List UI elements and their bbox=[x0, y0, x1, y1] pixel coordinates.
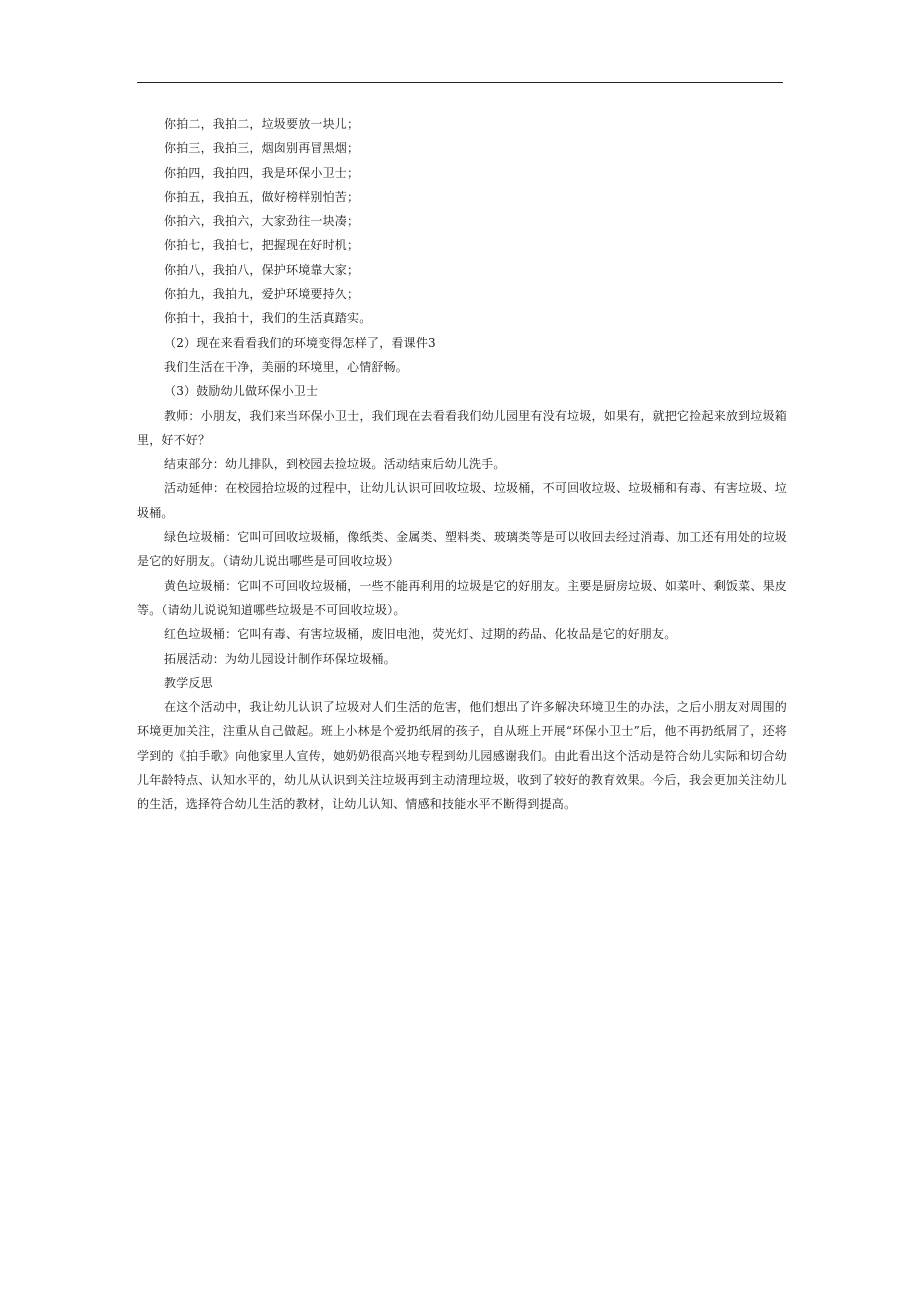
paragraph: 你拍二，我拍二，垃圾要放一块儿； bbox=[164, 117, 360, 131]
document-body bbox=[137, 112, 787, 817]
paragraph: 你拍四，我拍四，我是环保小卫士； bbox=[164, 165, 360, 180]
paragraph: 我们生活在干净，美丽的环境里，心情舒畅。 bbox=[164, 359, 409, 374]
header-rule bbox=[137, 82, 783, 83]
paragraph: 你拍三，我拍三，烟囱别再冒黑烟； bbox=[164, 141, 360, 156]
paragraph: 拓展活动：为幼儿园设计制作环保垃圾桶。 bbox=[164, 651, 396, 666]
paragraph: 你拍十，我拍十，我们的生活真踏实。 bbox=[164, 311, 372, 326]
paragraph: 你拍五，我拍五，做好榜样别怕苦； bbox=[164, 189, 360, 204]
paragraph: 你拍七，我拍七，把握现在好时机； bbox=[164, 238, 360, 253]
paragraph: 红色垃圾桶：它叫有毒、有害垃圾桶，废旧电池，荧光灯、过期的药品、化妆品是它的好朋友。 bbox=[164, 627, 677, 642]
paragraph: 你拍八，我拍八，保护环境靠大家； bbox=[164, 262, 360, 277]
paragraph: 绿色垃圾桶：它叫可回收垃圾桶，像纸类、金属类、塑料类、玻璃类等是可以收回去经过消毒、加工还有用处的垃圾是它的好朋友。（请幼儿说出哪些是可回收垃圾） bbox=[137, 530, 787, 569]
paragraph: 在这个活动中，我让幼儿认识了垃圾对人们生活的危害，他们想出了许多解决环境卫生的办法，之后小朋友对周围的环境更加关注，注重从自己做起。班上小林是个爱扔纸屑的孩子，自从班上开展“环保小卫士”后，他不再扔纸屑了，还将学到的《拍手歌》向他家里人宣传，她奶奶很高兴地专程到幼儿园感谢我们。由此看出这个活动是符合幼儿实际和切合幼儿年龄特点、认知水平的，幼儿从认识到关注垃圾再到主动清理垃圾，收到了较好的教育效果。今后，我会更加关注幼儿的生活，选择符合幼儿生活的教材，让幼儿认知、情感和技能水平不断得到提高。 bbox=[137, 700, 787, 812]
paragraph: 结束部分：幼儿排队，到校园去捡垃圾。活动结束后幼儿洗手。 bbox=[164, 457, 506, 472]
paragraph: 活动延伸：在校园拾垃圾的过程中，让幼儿认识可回收垃圾、垃圾桶，不可回收垃圾、垃圾桶和有毒、有害垃圾、垃圾桶。 bbox=[137, 481, 787, 520]
section-heading: 教学反思 bbox=[164, 675, 213, 690]
paragraph: （3）鼓励幼儿做环保小卫士 bbox=[164, 384, 319, 399]
paragraph: （2）现在来看看我们的环境变得怎样了，看课件3 bbox=[164, 335, 436, 350]
paragraph: 你拍九，我拍九，爱护环境要持久； bbox=[164, 287, 360, 302]
paragraph: 你拍六，我拍六，大家劲往一块凑； bbox=[164, 214, 360, 229]
paragraph: 教师：小朋友，我们来当环保小卫士，我们现在去看看我们幼儿园里有没有垃圾，如果有，就把它捡起来放到垃圾箱里，好不好？ bbox=[137, 408, 787, 447]
paragraph: 黄色垃圾桶：它叫不可回收垃圾桶，一些不能再利用的垃圾是它的好朋友。主要是厨房垃圾、如菜叶、剩饭菜、果皮等。（请幼儿说说知道哪些垃圾是不可回收垃圾）。 bbox=[137, 578, 787, 617]
